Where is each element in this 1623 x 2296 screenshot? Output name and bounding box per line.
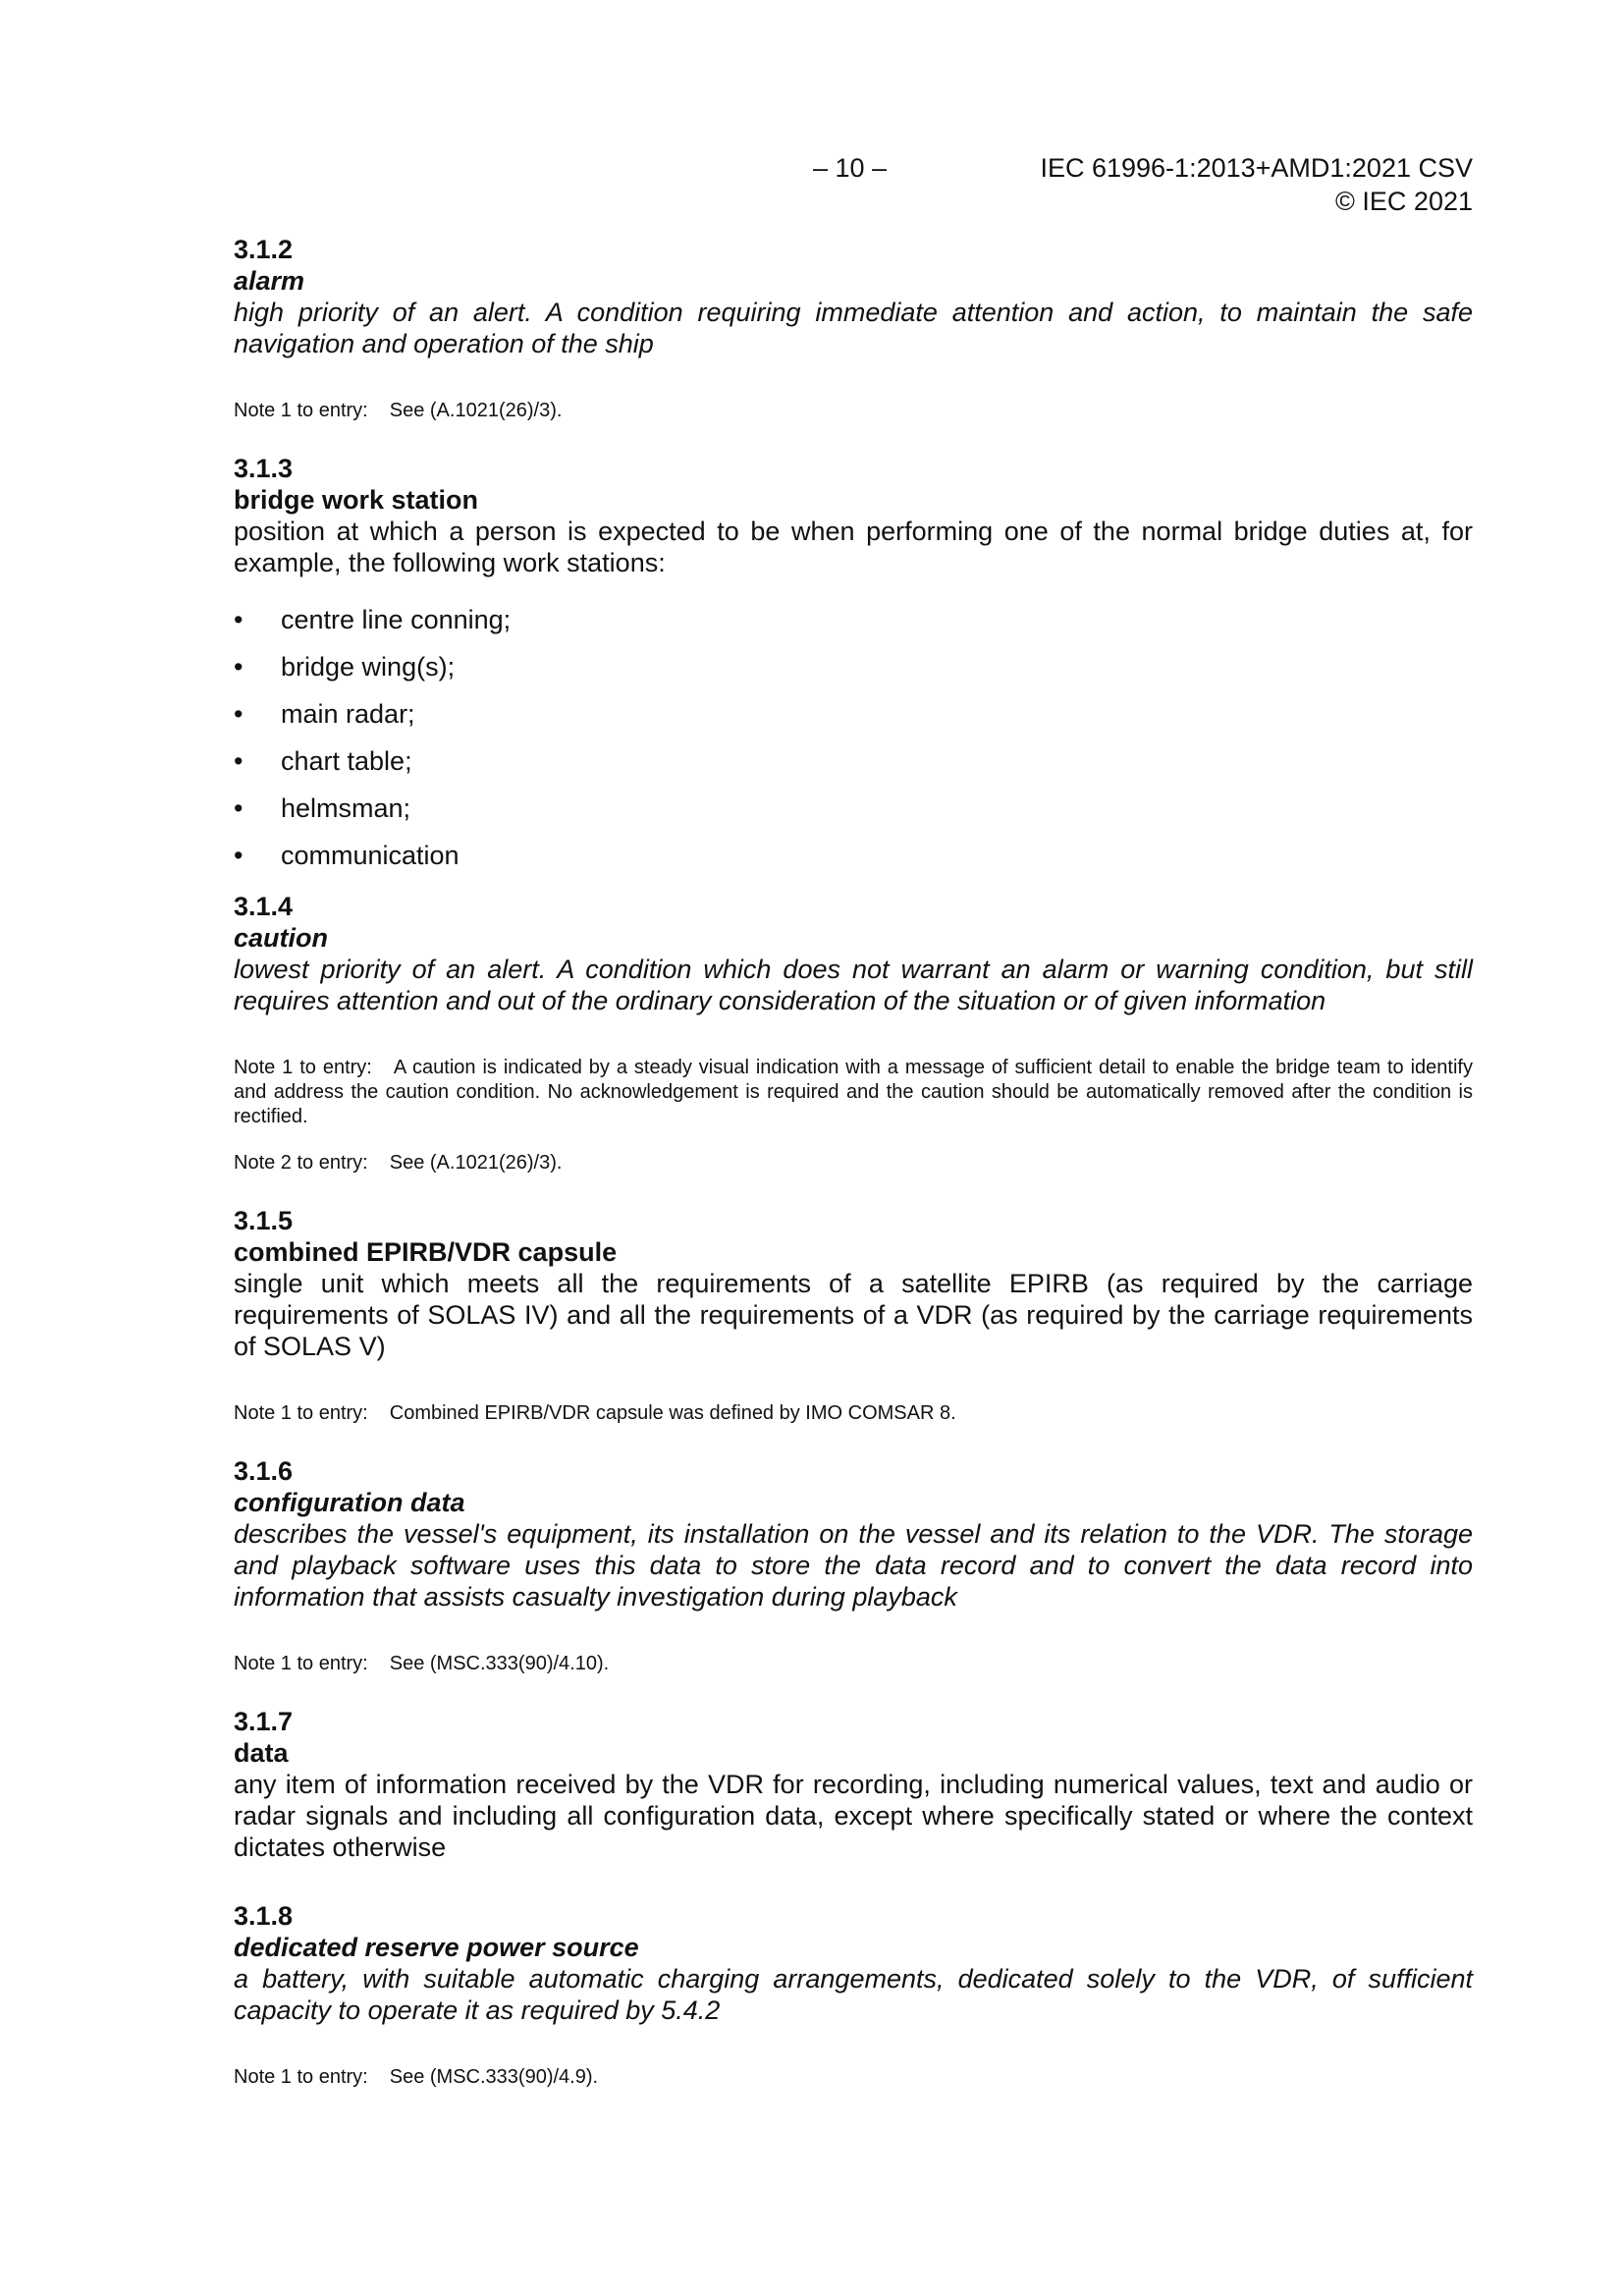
- entry-definition: a battery, with suitable automatic charging arrangements, dedicated solely to the VDR, of sufficient capacity to operate it as required by 5.4.2: [234, 1964, 1473, 2025]
- entry-definition: single unit which meets all the requirements of a satellite EPIRB (as required by the carriage requirements of SOLAS IV) and all the requirements of a VDR (as required by the carriage requirements of SOLAS V): [234, 1269, 1473, 1361]
- entry-term: caution: [234, 923, 329, 953]
- page-number: – 10 –: [813, 153, 888, 183]
- bullet-icon: •: [234, 793, 243, 823]
- list-item: • chart table;: [234, 746, 412, 776]
- entry-note: [234, 1151, 1473, 1175]
- list-item: • centre line conning;: [234, 605, 512, 634]
- term-entry-configuration-data: [234, 1455, 1473, 1676]
- note-label: Note 1 to entry:: [234, 2066, 368, 2088]
- list-item: • bridge wing(s);: [234, 652, 456, 682]
- entry-definition: lowest priority of an alert. A condition which does not warrant an alarm or warning condition, but still requires attention and out of the ordinary consideration of the situation or of given information: [234, 955, 1473, 1015]
- entry-definition: position at which a person is expected to be when performing one of the normal bridge duties at, for example, the following work stations:: [234, 517, 1473, 577]
- term-entry-dedicated-reserve-power-source: [234, 1900, 1473, 2090]
- term-entry-caution: [234, 891, 1473, 1175]
- entry-number: 3.1.8: [234, 1901, 294, 1931]
- copyright-notice: © IEC 2021: [1335, 187, 1473, 216]
- note-text: See (MSC.333(90)/4.9).: [389, 2066, 599, 2088]
- note-label: Note 1 to entry:: [234, 400, 368, 421]
- term-entry-alarm: [234, 234, 1473, 423]
- bullet-icon: •: [234, 841, 243, 870]
- entry-definition: any item of information received by the VDR for recording, including numerical values, text and audio or radar signals and including all configuration data, except where specifically stated or where the context dictates otherwise: [234, 1770, 1473, 1862]
- entry-term: configuration data: [234, 1488, 465, 1517]
- standard-designation: IEC 61996-1:2013+AMD1:2021 CSV: [1040, 153, 1473, 183]
- term-entry-combined-epirb-vdr-capsule: [234, 1205, 1473, 1426]
- term-entry-bridge-work-station: [234, 453, 1473, 871]
- entry-term: alarm: [234, 266, 305, 296]
- terms-section: [234, 234, 1473, 2090]
- entry-note: [234, 1652, 1473, 1676]
- note-label: Note 1 to entry:: [234, 1653, 368, 1674]
- note-label: Note 2 to entry:: [234, 1152, 368, 1174]
- entry-number: 3.1.6: [234, 1456, 294, 1486]
- entry-term: combined EPIRB/VDR capsule: [234, 1237, 618, 1267]
- note-text: See (A.1021(26)/3).: [389, 400, 563, 421]
- entry-note: [234, 1056, 1473, 1129]
- list-item: • main radar;: [234, 699, 415, 729]
- term-entry-data: [234, 1706, 1473, 1863]
- entry-note: [234, 2065, 1473, 2090]
- entry-number: 3.1.7: [234, 1707, 294, 1736]
- note-text: See (A.1021(26)/3).: [389, 1152, 563, 1174]
- entry-note: [234, 399, 1473, 423]
- entry-definition: describes the vessel's equipment, its installation on the vessel and its relation to the VDR. The storage and playback software uses this data to store the data record and to convert the data record into information that assists casualty investigation during playback: [234, 1519, 1473, 1612]
- entry-note: [234, 1401, 1473, 1426]
- bullet-icon: •: [234, 652, 243, 682]
- note-text: See (MSC.333(90)/4.10).: [389, 1653, 610, 1674]
- entry-number: 3.1.4: [234, 892, 294, 921]
- work-station-list: [234, 604, 1473, 871]
- entry-number: 3.1.3: [234, 454, 294, 483]
- entry-number: 3.1.2: [234, 235, 294, 264]
- note-label: Note 1 to entry:: [234, 1402, 368, 1424]
- entry-term: data: [234, 1738, 289, 1768]
- entry-definition: high priority of an alert. A condition requiring immediate attention and action, to maintain the safe navigation and operation of the ship: [234, 298, 1473, 358]
- entry-term: bridge work station: [234, 485, 479, 515]
- note-label: Note 1 to entry:: [234, 1057, 372, 1078]
- note-text: A caution is indicated by a steady visual indication with a message of sufficient detail to enable the bridge team to identify and address the caution condition. No acknowledgement is required and the caution should be automatically removed after the condition is rectified.: [234, 1057, 1473, 1127]
- entry-term: dedicated reserve power source: [234, 1933, 639, 1962]
- list-item: • communication: [234, 841, 460, 870]
- bullet-icon: •: [234, 699, 243, 729]
- note-text: Combined EPIRB/VDR capsule was defined by IMO COMSAR 8.: [389, 1402, 956, 1424]
- list-item: • helmsman;: [234, 793, 411, 823]
- bullet-icon: •: [234, 605, 243, 634]
- bullet-icon: •: [234, 746, 243, 776]
- entry-number: 3.1.5: [234, 1206, 294, 1235]
